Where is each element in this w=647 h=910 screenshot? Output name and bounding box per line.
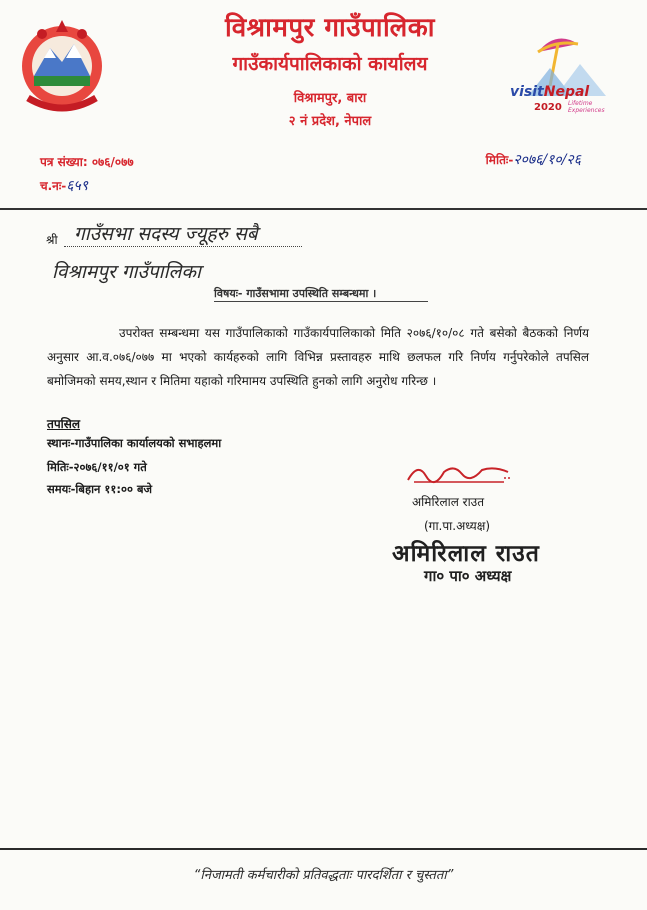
nepal-text: Nepal <box>543 84 590 100</box>
reference-number <box>40 153 134 170</box>
dispatch-number <box>40 176 88 195</box>
date-value: २०७६/१०/२६ <box>513 152 581 168</box>
subject-underline <box>214 301 428 302</box>
dispatch-value: ६५९ <box>66 178 89 194</box>
details-date: मितिः-२०७६/११/०१ गते <box>47 460 147 474</box>
stamp-role: गा० पा० अध्यक्ष <box>424 567 512 585</box>
dispatch-label: च.नः- <box>40 179 67 193</box>
tagline-2: Experiences <box>568 107 605 114</box>
signatory-name: अमिरिलाल राउत <box>412 495 485 509</box>
tagline-1: Lifetime <box>568 100 593 107</box>
recipient-place: विश्रामपुर गाउँपालिका <box>52 261 201 283</box>
office-location: विश्रामपुर, बारा <box>293 91 367 106</box>
details-time: समयः-बिहान ११:०० बजे <box>47 482 153 496</box>
office-name: गाउँकार्यपालिकाको कार्यालय <box>232 53 428 75</box>
details-heading: तपसिल <box>47 417 81 431</box>
recipient-prefix: श्री <box>46 233 58 247</box>
municipality-name: विश्रामपुर गाउँपालिका <box>224 13 436 43</box>
signature-scribble-icon <box>404 458 514 486</box>
recipient-name: गाउँसभा सदस्य ज्यूहरु सबै <box>74 223 258 245</box>
recipient-dotted-line <box>64 246 302 247</box>
reference-value: ०७६/०७७ <box>91 155 134 169</box>
letter-body: उपरोक्त सम्बन्धमा यस गाउँपालिकाको गाउँकार्यपालिकाको मिति २०७६/१०/०८ गते बसेको बैठकको निर्णय अनुसार आ.व.०७६/०७७ मा भएको कार्यहरुको लागि विभिन्न प्रस्तावहरु माथि छलफल गरि निर्णय गर्नुपरेकोले तपसिल बमोजिमको समय,स्थान र मितिमा यहाको गरिमामय उपस्थिति हुनको लागि अनुरोध गरिन्छ । <box>47 326 589 388</box>
footer-motto: “निजामती कर्मचारीको प्रतिवद्धताः पारदर्शिता र चुस्तता” <box>193 868 454 883</box>
year-text: 2020 <box>534 102 562 113</box>
letter-date <box>486 150 581 169</box>
signatory-role: (गा.पा.अध्यक्ष) <box>424 519 491 533</box>
office-province: २ नं प्रदेश, नेपाल <box>288 114 372 129</box>
date-label: मितिः- <box>485 153 514 167</box>
nepal-emblem-icon <box>12 14 112 114</box>
header-divider <box>0 208 647 210</box>
details-place: स्थानः-गाउँपालिका कार्यालयको सभाहलमा <box>47 436 222 450</box>
visit-nepal-2020-logo <box>510 24 630 116</box>
footer-divider <box>0 848 647 850</box>
stamp-name: अमिरिलाल राउत <box>392 541 540 567</box>
letter-subject: विषयः- गाउँसभामा उपस्थिति सम्बन्धमा । <box>214 287 377 300</box>
reference-label: पत्र संख्या: <box>40 155 88 169</box>
visit-text: visit <box>510 84 544 100</box>
